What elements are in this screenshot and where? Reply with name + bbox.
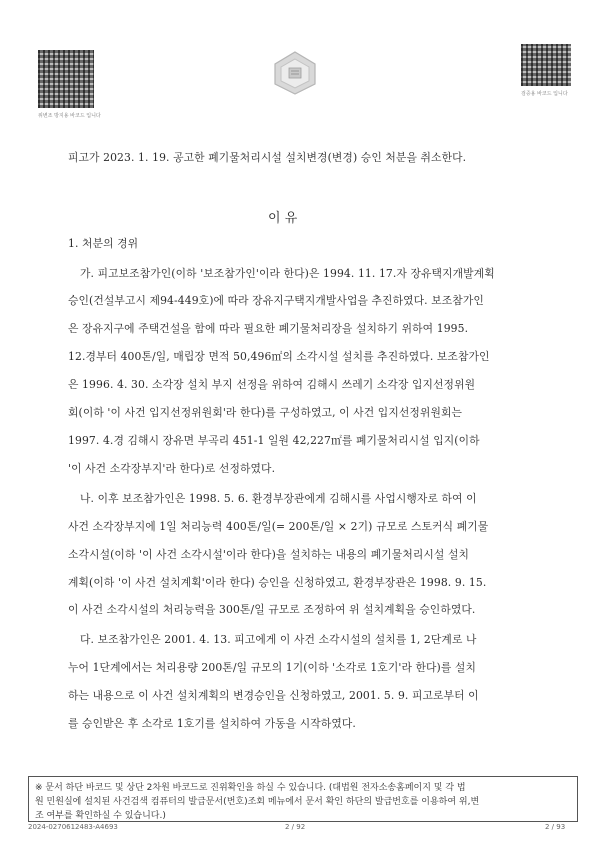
right-barcode-caption: 검증용 바코드 입니다 [521, 91, 568, 97]
paragraph-line: 이 사건 소각시설의 처리능력을 300톤/일 규모로 조정하여 위 설치계획을 승인하였다. [68, 603, 476, 616]
issue-number: 2024-0270612483-A4693 [28, 823, 118, 831]
paragraph-line: 계획(이하 '이 사건 설치계획'이라 한다) 승인을 신청하였고, 환경부장관은 1998. 9. 15. [68, 576, 487, 589]
left-barcode-caption: 위변조 방지용 바코드 입니다 [38, 113, 101, 119]
paragraph-line: 누어 1단계에서는 처리용량 200톤/일 규모의 1기(이하 '소각로 1호기'라 한다)를 설치 [68, 661, 476, 674]
paragraph-line: 다. 보조참가인은 2001. 4. 13. 피고에게 이 사건 소각시설의 설치를 1, 2단계로 나 [80, 633, 477, 646]
paragraph-line: 12.경부터 400톤/일, 매립장 면적 50,496㎡의 소각시설 설치를 추진하였다. 보조참가인 [68, 350, 490, 363]
paragraph-line: 회(이하 '이 사건 입지선정위원회'라 한다)를 구성하였고, 이 사건 입지선정위원회는 [68, 406, 463, 419]
paragraph-line: 나. 이후 보조참가인은 1998. 5. 6. 환경부장관에게 김해시를 사업시행자로 하여 이 [80, 492, 477, 505]
court-seal-icon [270, 50, 320, 96]
paragraph-line: 은 1996. 4. 30. 소각장 설치 부지 선정을 위하여 김해시 쓰레기 소각장 입지선정위원 [68, 378, 476, 391]
right-2d-barcode [521, 44, 571, 86]
paragraph-line: 하는 내용으로 이 사건 설치계획의 변경승인을 신청하였고, 2001. 5. 9. 피고로부터 이 [68, 689, 479, 702]
paragraph-line: 를 승인받은 후 소각로 1호기를 설치하여 가동을 시작하였다. [68, 717, 356, 730]
paragraph-line: '이 사건 소각장부지'라 한다)로 선정하였다. [68, 462, 276, 475]
reason-title: 이 유 [268, 211, 298, 226]
opening-order: 피고가 2023. 1. 19. 공고한 폐기물처리시설 설치변경(변경) 승인 처분을 취소한다. [68, 151, 467, 164]
paragraph-line: 사건 소각장부지에 1일 처리능력 400톤/일(= 200톤/일 × 2기) 규모로 스토커식 폐기물 [68, 520, 489, 533]
paragraph-line: 소각시설(이하 '이 사건 소각시설'이라 한다)을 설치하는 내용의 폐기물처리시설 설치 [68, 548, 470, 561]
notice-line: 조 여부를 확인하실 수 있습니다.) [35, 811, 166, 821]
left-2d-barcode [38, 50, 94, 108]
paragraph-line: 은 장유지구에 주택건설을 함에 따라 필요한 폐기물처리장을 설치하기 위하여 1995. [68, 322, 469, 335]
verification-notice-box [28, 776, 578, 822]
notice-line: 원 민원실에 설치된 사건검색 컴퓨터의 발급문서(번호)조회 메뉴에서 문서 확인 하단의 발급번호를 이용하여 위,변 [35, 797, 480, 807]
paragraph-line: 1997. 4.경 김해시 장유면 부곡리 451-1 일원 42,227㎡를 폐기물처리시설 입지(이하 [68, 434, 480, 447]
page-number-center: 2 / 92 [285, 823, 306, 831]
section-heading: 1. 처분의 경위 [68, 237, 139, 250]
paragraph-line: 가. 피고보조참가인(이하 '보조참가인'이라 한다)은 1994. 11. 17.자 장유택지개발계획 [80, 267, 495, 280]
page-number-right: 2 / 93 [545, 823, 566, 831]
notice-line: ※ 문서 하단 바코드 및 상단 2차원 바코드로 진위확인을 하실 수 있습니다. (대법원 전자소송홈페이지 및 각 법 [35, 783, 466, 793]
paragraph-line: 승인(건설부고시 제94-449호)에 따라 장유지구택지개발사업을 추진하였다. 보조참가인 [68, 294, 484, 307]
